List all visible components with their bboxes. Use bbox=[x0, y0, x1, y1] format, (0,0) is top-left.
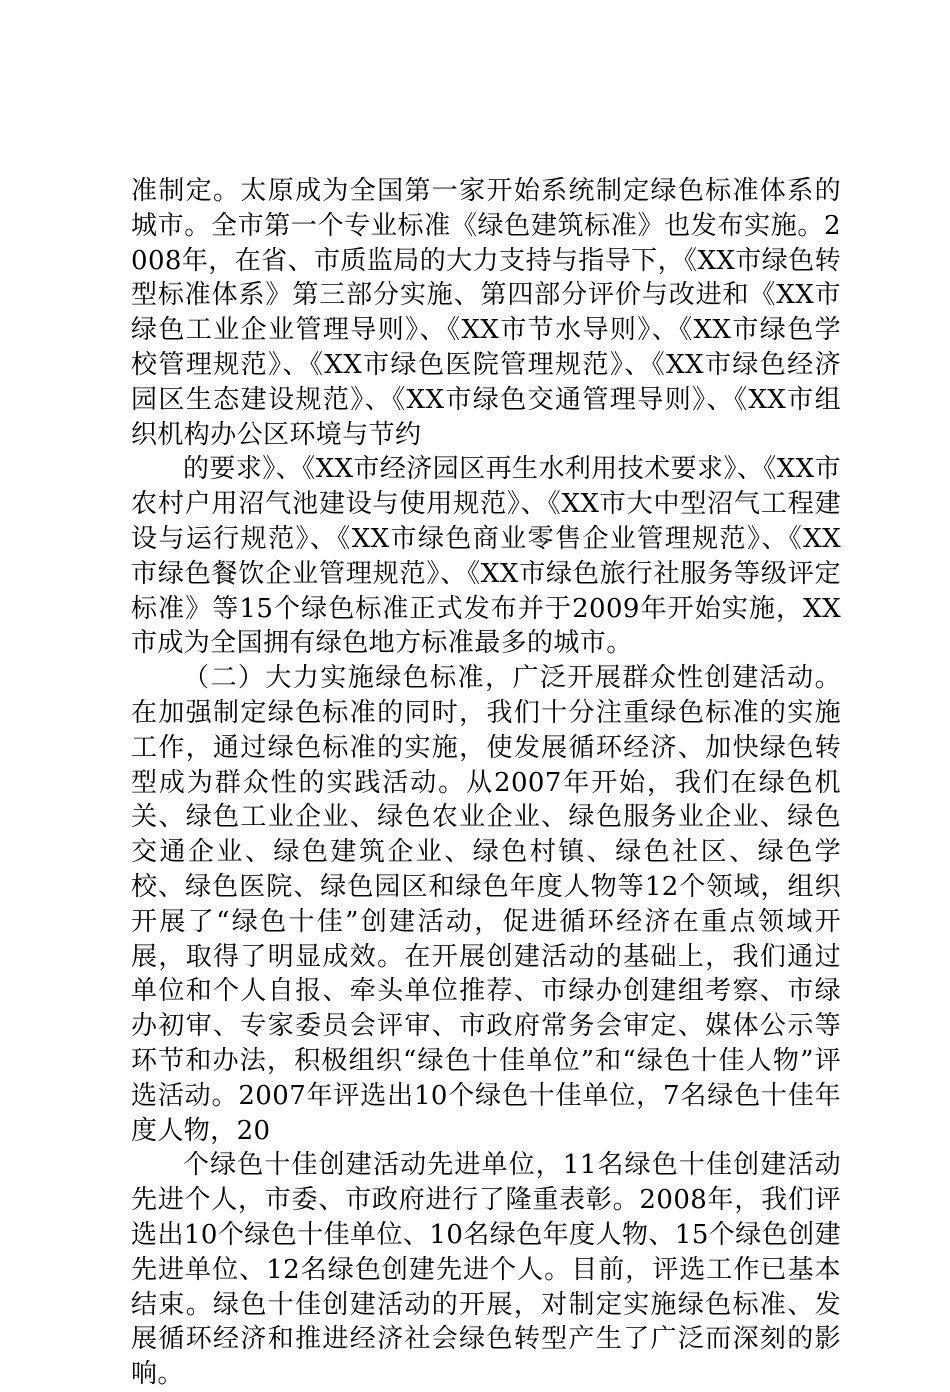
paragraph-implementation: （二）大力实施绿色标准，广泛开展群众性创建活动。在加强制定绿色标准的同时，我们十分注重绿色标准的实施工作，通过绿色标准的实施，使发展循环经济、加快绿色转型成为群众性的实践活动。从2007年开始，我们在绿色机关、绿色工业企业、绿色农业企业、绿色服务业企业、绿色交通企业、绿色建筑企业、绿色村镇、绿色社区、绿色学校、绿色医院、绿色园区和绿色年度人物等12个领域，组织开展了“绿色十佳”创建活动，促进循环经济在重点领域开展，取得了明显成效。在开展创建活动的基础上，我们通过单位和个人自报、牵头单位推荐、市绿办创建组考察、市绿办初审、专家委员会评审、市政府常务会审定、媒体公示等环节和办法，积极组织“绿色十佳单位”和“绿色十佳人物”评选活动。2007年评选出10个绿色十佳单位，7名绿色十佳年度人物，20 bbox=[131, 663, 841, 1146]
paragraph-awards: 个绿色十佳创建活动先进单位，11名绿色十佳创建活动先进个人，市委、市政府进行了隆重表彰。2008年，我们评选出10个绿色十佳单位、10名绿色年度人物、15个绿色创建先进单位、12名绿色创建先进个人。目前，评选工作已基本结束。绿色十佳创建活动的开展，对制定实施绿色标准、发展循环经济和推进经济社会绿色转型产生了广泛而深刻的影响。 bbox=[131, 1150, 841, 1390]
paragraph-standards-intro: 准制定。太原成为全国第一家开始系统制定绿色标准体系的城市。全市第一个专业标准《绿色建筑标准》也发布实施。2008年，在省、市质监局的大力支持与指导下，《XX市绿色转型标准体系》第三部分实施、第四部分评价与改进和《XX市绿色工业企业管理导则》、《XX市节水导则》、《XX市绿色学校管理规范》、《XX市绿色医院管理规范》、《XX市绿色经济园区生态建设规范》、《XX市绿色交通管理导则》、《XX市组织机构办公区环境与节约 bbox=[131, 176, 841, 450]
document-page bbox=[131, 174, 841, 1392]
paragraph-standards-list: 的要求》、《XX市经济园区再生水利用技术要求》、《XX市农村户用沼气池建设与使用规范》、《XX市大中型沼气工程建设与运行规范》、《XX市绿色商业零售企业管理规范》、《XX市绿色餐饮企业管理规范》、《XX市绿色旅行社服务等级评定标准》等15个绿色标准正式发布并于2009年开始实施，XX市成为全国拥有绿色地方标准最多的城市。 bbox=[131, 454, 841, 659]
